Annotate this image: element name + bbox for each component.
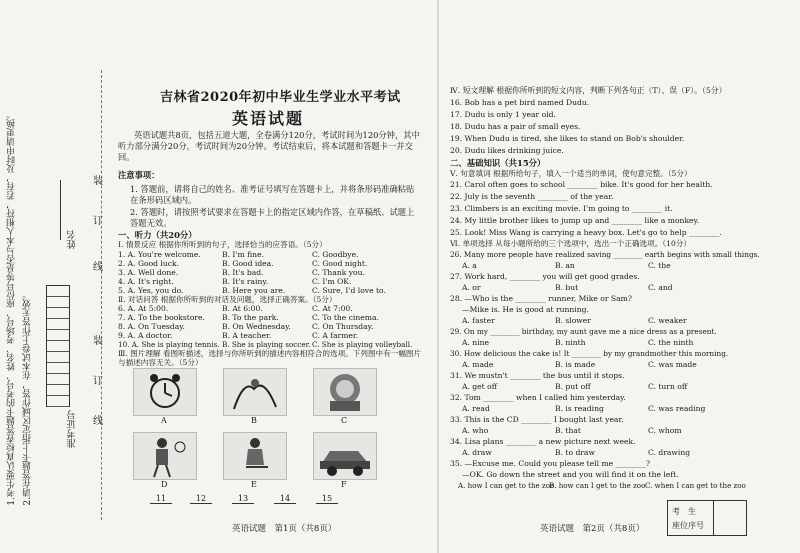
page-fold [437,0,439,553]
seal-char: 装 [93,336,103,347]
part-heading: Ⅵ. 单项选择 从每小题所给的三个选项中，选出一个正确选项。（10分） [450,239,691,248]
option: C. weaker [648,316,687,325]
picture-label: F [341,480,347,489]
statement: 17. Dudu is only 1 year old. [450,110,556,119]
margin-note-1: 1.考生要认真检查答题卡的考号、姓名、考场号、座位号等是否与本人相符，若有，及时申请更换。 [7,110,17,506]
picture-basketball-player [133,432,197,480]
option: 6. A. At 5:00. [118,304,169,313]
name-line [60,180,61,240]
option: 2. A. Good luck. [118,259,180,268]
option: B. It's rainy. [222,277,269,286]
option: C. Goodbye. [312,250,359,259]
option: A. faster [462,316,495,325]
option: B. At 6:00. [222,304,263,313]
mc-question: 35. —Excuse me. Could you please tell me ________? [450,459,651,468]
picture-label: E [251,480,257,489]
section-heading: 二、基础知识（共15分） [450,158,546,168]
option: B. She is playing soccer. [222,340,311,349]
section-heading: 一、听力（共20分） [118,230,197,240]
mc-question: 32. Tom ________ when I called him yesterday. [450,393,626,402]
option: B. Here you are. [222,286,286,295]
option: A. get off [462,382,498,391]
seat-label: 座位序号 [672,521,704,530]
option: 8. A. On Tuesday. [118,322,185,331]
mc-question: 33. This is the CD ________ I bought last year. [450,415,624,424]
option: C. drawing [648,448,691,457]
option: C. was made [648,360,697,369]
option: C. At 7:00. [312,304,353,313]
mc-question-line: —OK. Go down the street and you will find it on the left. [462,470,679,479]
fill-question: 21. Carol often goes to school ________ bike. It's good for her health. [450,180,713,189]
option: C. when I can get to the zoo [645,481,746,490]
option: B. an [555,261,575,270]
option: C. and [648,283,673,292]
statement: 18. Dudu has a pair of small eyes. [450,122,581,131]
page-footer: 英语试题 第1页（共8页） [232,524,337,534]
picture-hands [223,368,287,416]
option: B. but [555,283,579,292]
part-heading: Ⅰ. 情景反应 根据你所听到的句子，选择恰当的应答语。（5分） [118,240,327,249]
option: 4. A. It's right. [118,277,174,286]
margin-note-2: 2.请在答题卡上指定区域作答，在本试卷上作答无效。 [23,290,33,506]
mc-question: 28. —Who is the ________ runner, Mike or Sam? [450,294,632,303]
exam-number-boxes [46,285,70,407]
option: C. the [648,261,671,270]
option: C. On Thursday. [312,322,374,331]
part-heading: Ⅴ. 句意填词 根据所给句子，填入一个适当的单词，使句意完整。（5分） [450,169,692,178]
mc-question-line: —Mike is. He is good at running. [462,305,589,314]
option: C. Good night. [312,259,368,268]
name-label: 姓名 [67,230,78,249]
option: C. To the cinema. [312,313,379,322]
option: B. is reading [555,404,604,413]
option: C. A farmer. [312,331,359,340]
mc-question: 31. We mustn't ________ the bus until it stops. [450,371,625,380]
option: B. I'm fine. [222,250,264,259]
option: B. To the park. [222,313,279,322]
picture-person-sitting [223,432,287,480]
option: C. She is playing volleyball. [312,340,413,349]
statement: 19. When Dudu is tired, she likes to stand on Bob's shoulder. [450,134,685,143]
answer-blank: 15 [316,494,338,504]
part-heading: Ⅲ. 图片理解 看图听描述，选择与你所听到的描述内容相符合的选项。下列图中有一幅图片与描述内容无关。（5分） [118,349,422,368]
statement: 16. Bob has a pet bird named Dudu. [450,98,590,107]
option: C. I'm OK. [312,277,352,286]
option: A. or [462,283,481,292]
seal-char: 线 [93,262,103,273]
intro-paragraph: 英语试题共8页，包括五道大题，全卷满分120分，考试时间为120分钟，其中听力部分满分20分，考试时间为20分钟。考试结束后，将本试题和答题卡一并交回。 [118,130,420,162]
seat-label: 考 生 [672,507,696,516]
option: 3. A. Well done. [118,268,179,277]
mc-question: 26. Many more people have realized saving ________ earth begins with small things. [450,250,760,259]
seal-char: 订 [93,216,103,227]
answer-blank: 12 [190,494,212,504]
seal-char: 装 [93,176,103,187]
seal-char: 订 [93,376,103,387]
option: A. nine [462,338,490,347]
exam-number-label: 准考证号 [67,410,78,448]
option: 9. A. A doctor. [118,331,173,340]
picture-car [313,432,377,480]
option: A. made [462,360,494,369]
option: C. Sure, I'd love to. [312,286,386,295]
answer-blank: 11 [150,494,172,504]
option: B. is made [555,360,596,369]
picture-label: D [161,480,168,489]
answer-blank: 13 [232,494,254,504]
statement: 20. Dudu likes drinking juice. [450,146,564,155]
picture-lion [313,368,377,416]
option: C. was reading [648,404,706,413]
exam-title: 吉林省2020年初中毕业生学业水平考试 [160,90,401,105]
mc-question: 30. How delicious the cake is! It ________ by my grandmother this morning. [450,349,729,358]
option: B. to draw [555,448,595,457]
option: C. turn off [648,382,688,391]
option: 7. A. To the bookstore. [118,313,205,322]
option: B. Good idea. [222,259,274,268]
option: A. a [462,261,477,270]
answer-blank: 14 [274,494,296,504]
picture-label: A [161,416,167,425]
notice-item: 1. 答题前，请将自己的姓名、准考证号填写在答题卡上，并将条形码准确粘贴在条形码区域内。 [130,184,415,205]
option: 1. A. You're welcome. [118,250,201,259]
part-heading: Ⅳ. 短文理解 根据你所听到的短文内容，判断下列各句正（T）、误（F）。（5分） [450,86,727,95]
seal-char: 线 [93,416,103,427]
option: C. Thank you. [312,268,365,277]
notice-title: 注意事项： [118,170,160,180]
picture-alarm-clock [133,368,197,416]
fill-question: 24. My little brother likes to jump up and ________ like a monkey. [450,216,700,225]
option: A. read [462,404,490,413]
option: C. the ninth [648,338,694,347]
subject-title: 英语试题 [232,109,305,128]
option: C. whom [648,426,682,435]
page-footer: 英语试题 第2页（共8页） [540,524,645,534]
seat-divider [713,501,714,535]
option: B. slower [555,316,591,325]
option: 5. A. Yes, you do. [118,286,184,295]
option: B. that [555,426,581,435]
seat-number-box [667,500,747,536]
picture-label: C [341,416,348,425]
picture-label: B [251,416,257,425]
fill-question: 22. July is the seventh ________ of the year. [450,192,614,201]
notice-item: 2. 答题时，请按照考试要求在答题卡上的指定区域内作答，在草稿纸、试题上答题无效。 [130,207,415,228]
mc-question: 27. Work hard, ________ you will get good grades. [450,272,640,281]
option: B. put off [555,382,591,391]
option: A. who [462,426,489,435]
seal-marks [93,150,107,490]
option: 10. A. She is playing tennis. [118,340,220,349]
option: A. how I can get to the zoo [458,481,555,490]
option: B. On Wednesday. [222,322,291,331]
option: B. ninth [555,338,586,347]
option: B. how can I get to the zoo [549,481,646,490]
option: A. draw [462,448,492,457]
mc-question: 34. Lisa plans ________ a new picture next week. [450,437,636,446]
part-heading: Ⅱ. 对话问答 根据你所听到的对话及问题，选择正确答案。（5分） [118,295,337,304]
option: B. It's bad. [222,268,264,277]
mc-question: 29. On my ________ birthday, my aunt gave me a nice dress as a present. [450,327,717,336]
option: B. A teacher. [222,331,272,340]
fill-question: 23. Climbers is an exciting movie. I'm going to ________ it. [450,204,673,213]
fill-question: 25. Look! Miss Wang is carrying a heavy box. Let's go to help ________. [450,228,722,237]
